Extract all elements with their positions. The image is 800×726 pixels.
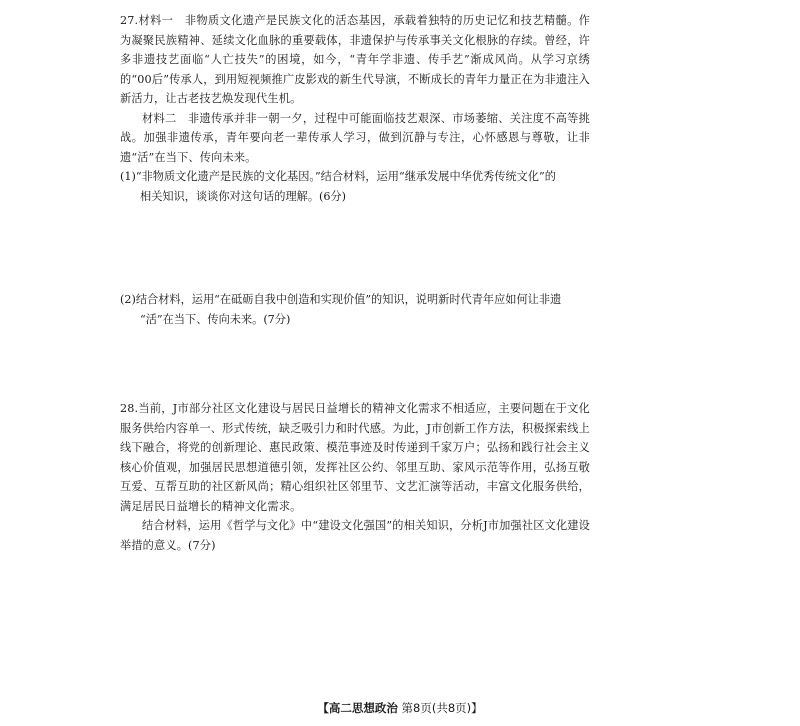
q27-subquestion-1 [120, 167, 590, 206]
footer-page-number: 第8页(共8页)】 [401, 701, 483, 715]
q27-sub2-line2: “活”在当下、传向未来。(7分) [140, 312, 291, 326]
question-27 [120, 11, 590, 206]
q27-sub2-line1: (2)结合材料，运用“在砥砺自我中创造和实现价值”的知识，说明新时代青年应如何让非遗 [120, 293, 562, 306]
page-footer [0, 700, 800, 716]
question-28 [120, 399, 590, 555]
footer-subject: 【高二思想政治 [317, 701, 398, 715]
q28-question: 结合材料，运用《哲学与文化》中“建设文化强国”的相关知识，分析J市加强社区文化建设举措的意义。(7分) [120, 519, 590, 552]
q28-material: 28.当前，J市部分社区文化建设与居民日益增长的精神文化需求不相适应，主要问题在于文化服务供给内容单一、形式传统，缺乏吸引力和时代感。为此，J市创新工作方法，积极探索线上线下融合，将党的创新理论、惠民政策、模范事迹及时传递到千家万户；弘扬和践行社会主义核心价值观，加强居民思想道德引领，发挥社区公约、邻里互助、家风示范等作用，弘扬互敬互爱、互帮互助的社区新风尚；精心组织社区邻里节、文艺汇演等活动，丰富文化服务供给，满足居民日益增长的精神文化需求。 [120, 402, 590, 513]
q27-material-1: 27.材料一 非物质文化遗产是民族文化的活态基因，承载着独特的历史记忆和技艺精髓。作为凝聚民族精神、延续文化血脉的重要载体，非遗保护与传承事关文化根脉的存续。曾经，许多非遗技艺面临“人亡技失”的困境，如今，“青年学非遗、传手艺”渐成风尚。从学习京绣的“00后”传承人，到用短视频推广皮影戏的新生代导演，不断成长的青年力量正在为非遗注入新活力，让古老技艺焕发现代生机。 [120, 14, 590, 105]
q27-sub1-line1: (1)“非物质文化遗产是民族的文化基因。”结合材料，运用“继承发展中华优秀传统文化”的 [120, 170, 556, 183]
q27-subquestion-2 [120, 290, 590, 329]
q27-sub1-line2: 相关知识，谈谈你对这句话的理解。(6分) [140, 189, 347, 203]
q27-material-2: 材料二 非遗传承并非一朝一夕，过程中可能面临技艺艰深、市场萎缩、关注度不高等挑战。加强非遗传承，青年要向老一辈传承人学习，做到沉静与专注，心怀感恩与尊敬，让非遗“活”在当下、传向未来。 [120, 111, 590, 164]
